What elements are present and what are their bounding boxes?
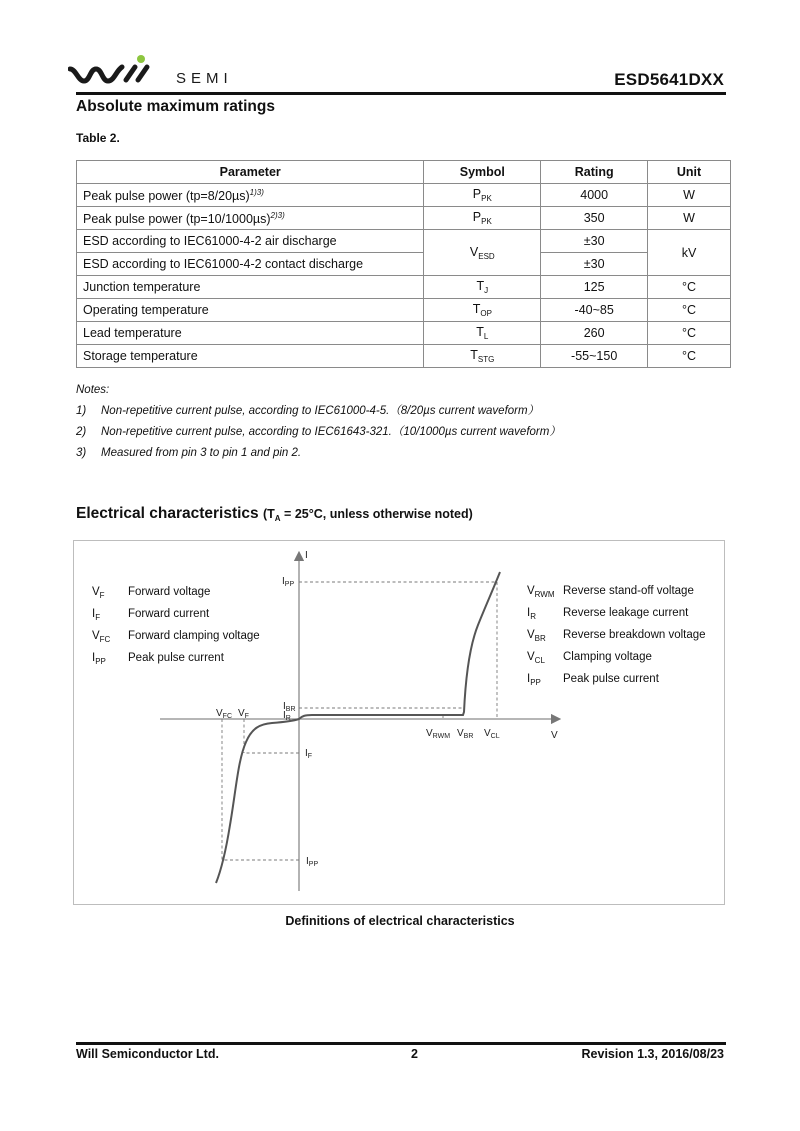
svg-text:IR: $I_R$ <box>283 710 291 722</box>
section-title-electrical: Electrical characteristics ($T_A = 25^\circ C$, unless otherwise noted) <box>76 505 473 523</box>
parameter-cell: ESD according to IEC61000-4-2 contact discharge <box>77 253 424 276</box>
legend-item: $V_F$ Forward voltage <box>92 586 211 600</box>
table-row <box>77 184 731 207</box>
rating-cell: -55~150 <box>541 345 648 368</box>
page-number: 2 <box>411 1047 418 1061</box>
legend-item: $I_{PP}$ Peak pulse current <box>92 652 224 666</box>
rating-cell: 125 <box>541 276 648 299</box>
column-header-unit: Unit <box>648 161 731 184</box>
x-axis-label: V <box>551 730 558 741</box>
rating-cell: ±30 <box>541 253 648 276</box>
ratings-table <box>76 160 731 368</box>
svg-text:IPP: $I_{PP}$ <box>306 856 319 868</box>
table-row <box>77 276 731 299</box>
column-header-rating: Rating <box>541 161 648 184</box>
test-condition: ($T_A = 25^\circ C$, unless otherwise noted) <box>262 507 473 523</box>
rating-cell: 350 <box>541 207 648 230</box>
parameter-cell: Lead temperature <box>77 322 424 345</box>
parameter-cell: Storage temperature <box>77 345 424 368</box>
legend-item: $V_{BR}$ Reverse breakdown voltage <box>527 629 706 643</box>
legend-item: $V_{RWM}$ Reverse stand-off voltage <box>527 585 694 599</box>
table-row <box>77 345 731 368</box>
footer-revision: Revision 1.3, 2016/08/23 <box>581 1047 724 1061</box>
note-item: 3) Measured from pin 3 to pin 1 and pin 2. <box>76 447 302 459</box>
logo-text: SEMI <box>176 70 233 87</box>
svg-text:IPP: $I_{PP}$ <box>282 576 295 588</box>
table-row <box>77 322 731 345</box>
unit-cell: kV <box>648 230 731 276</box>
parameter-cell: ESD according to IEC61000-4-2 air discharge <box>77 230 424 253</box>
note-item: 1) Non-repetitive current pulse, according to IEC61000-4-5.（8/20µs current waveform） <box>76 405 540 417</box>
table-header-row <box>77 161 731 184</box>
svg-text:VFC: $V_{FC}$ <box>216 708 233 720</box>
y-axis-label: I <box>305 550 308 561</box>
notes-title: Notes: <box>76 384 110 396</box>
unit-cell: °C <box>648 276 731 299</box>
svg-text:IBR: $I_{BR}$ <box>283 701 296 713</box>
column-header-symbol: Symbol <box>424 161 541 184</box>
symbol-cell: $T_L$ <box>424 322 541 345</box>
section-title-absolute-max: Absolute maximum ratings <box>76 98 275 115</box>
figure-caption: Definitions of electrical characteristics <box>285 914 515 928</box>
will-semi-logo-icon <box>68 55 258 91</box>
table-caption: Table 2. <box>76 131 120 145</box>
svg-text:VBR: $V_{BR}$ <box>457 728 474 740</box>
header-divider <box>76 92 726 95</box>
legend-item: $V_{FC}$ Forward clamping voltage <box>92 630 260 644</box>
parameter-cell: Peak pulse power (tp=8/20µs)$^{1)3)}$ <box>77 184 424 207</box>
legend-forward <box>92 583 260 671</box>
footer-divider <box>76 1042 726 1045</box>
symbol-cell: $T_{STG}$ <box>424 345 541 368</box>
symbol-cell: $P_{PK}$ <box>424 207 541 230</box>
symbol-cell: $P_{PK}$ <box>424 184 541 207</box>
symbol-cell: $T_{OP}$ <box>424 299 541 322</box>
parameter-cell: Operating temperature <box>77 299 424 322</box>
footnote-ref: 2)3) <box>270 210 285 220</box>
legend-item: $I_F$ Forward current <box>92 608 210 622</box>
unit-cell: °C <box>648 345 731 368</box>
rating-cell: 260 <box>541 322 648 345</box>
parameter-cell: Peak pulse power (tp=10/1000µs)$^{2)3)}$ <box>77 207 424 230</box>
note-item: 2) Non-repetitive current pulse, according to IEC61643-321.（10/1000µs current waveform） <box>76 426 561 438</box>
table-row <box>77 253 731 276</box>
legend-reverse <box>527 582 706 692</box>
legend-item: $I_R$ Reverse leakage current <box>527 607 689 621</box>
rating-cell: 4000 <box>541 184 648 207</box>
unit-cell: W <box>648 184 731 207</box>
svg-text:IF: $I_F$ <box>305 748 313 760</box>
table-row <box>77 207 731 230</box>
table-row <box>77 230 731 253</box>
legend-item: $I_{PP}$ Peak pulse current <box>527 673 659 687</box>
company-logo <box>68 55 258 91</box>
part-number: ESD5641DXX <box>614 70 724 89</box>
unit-cell: °C <box>648 322 731 345</box>
unit-cell: W <box>648 207 731 230</box>
svg-text:VRWM: $V_{RWM}$ <box>426 728 451 740</box>
rating-cell: ±30 <box>541 230 648 253</box>
parameter-cell: Junction temperature <box>77 276 424 299</box>
rating-cell: -40~85 <box>541 299 648 322</box>
footnote-ref: 1)3) <box>249 187 264 197</box>
table-row <box>77 299 731 322</box>
svg-text:VCL: $V_{CL}$ <box>484 728 500 740</box>
column-header-parameter: Parameter <box>77 161 424 184</box>
footer-company: Will Semiconductor Ltd. <box>76 1047 219 1061</box>
symbol-cell: $T_J$ <box>424 276 541 299</box>
svg-text:VF: $V_F$ <box>238 708 249 720</box>
logo-dot-icon <box>137 55 145 63</box>
legend-item: $V_{CL}$ Clamping voltage <box>527 651 652 665</box>
notes-block <box>76 380 561 464</box>
symbol-cell: $V_{ESD}$ <box>424 230 541 276</box>
unit-cell: °C <box>648 299 731 322</box>
